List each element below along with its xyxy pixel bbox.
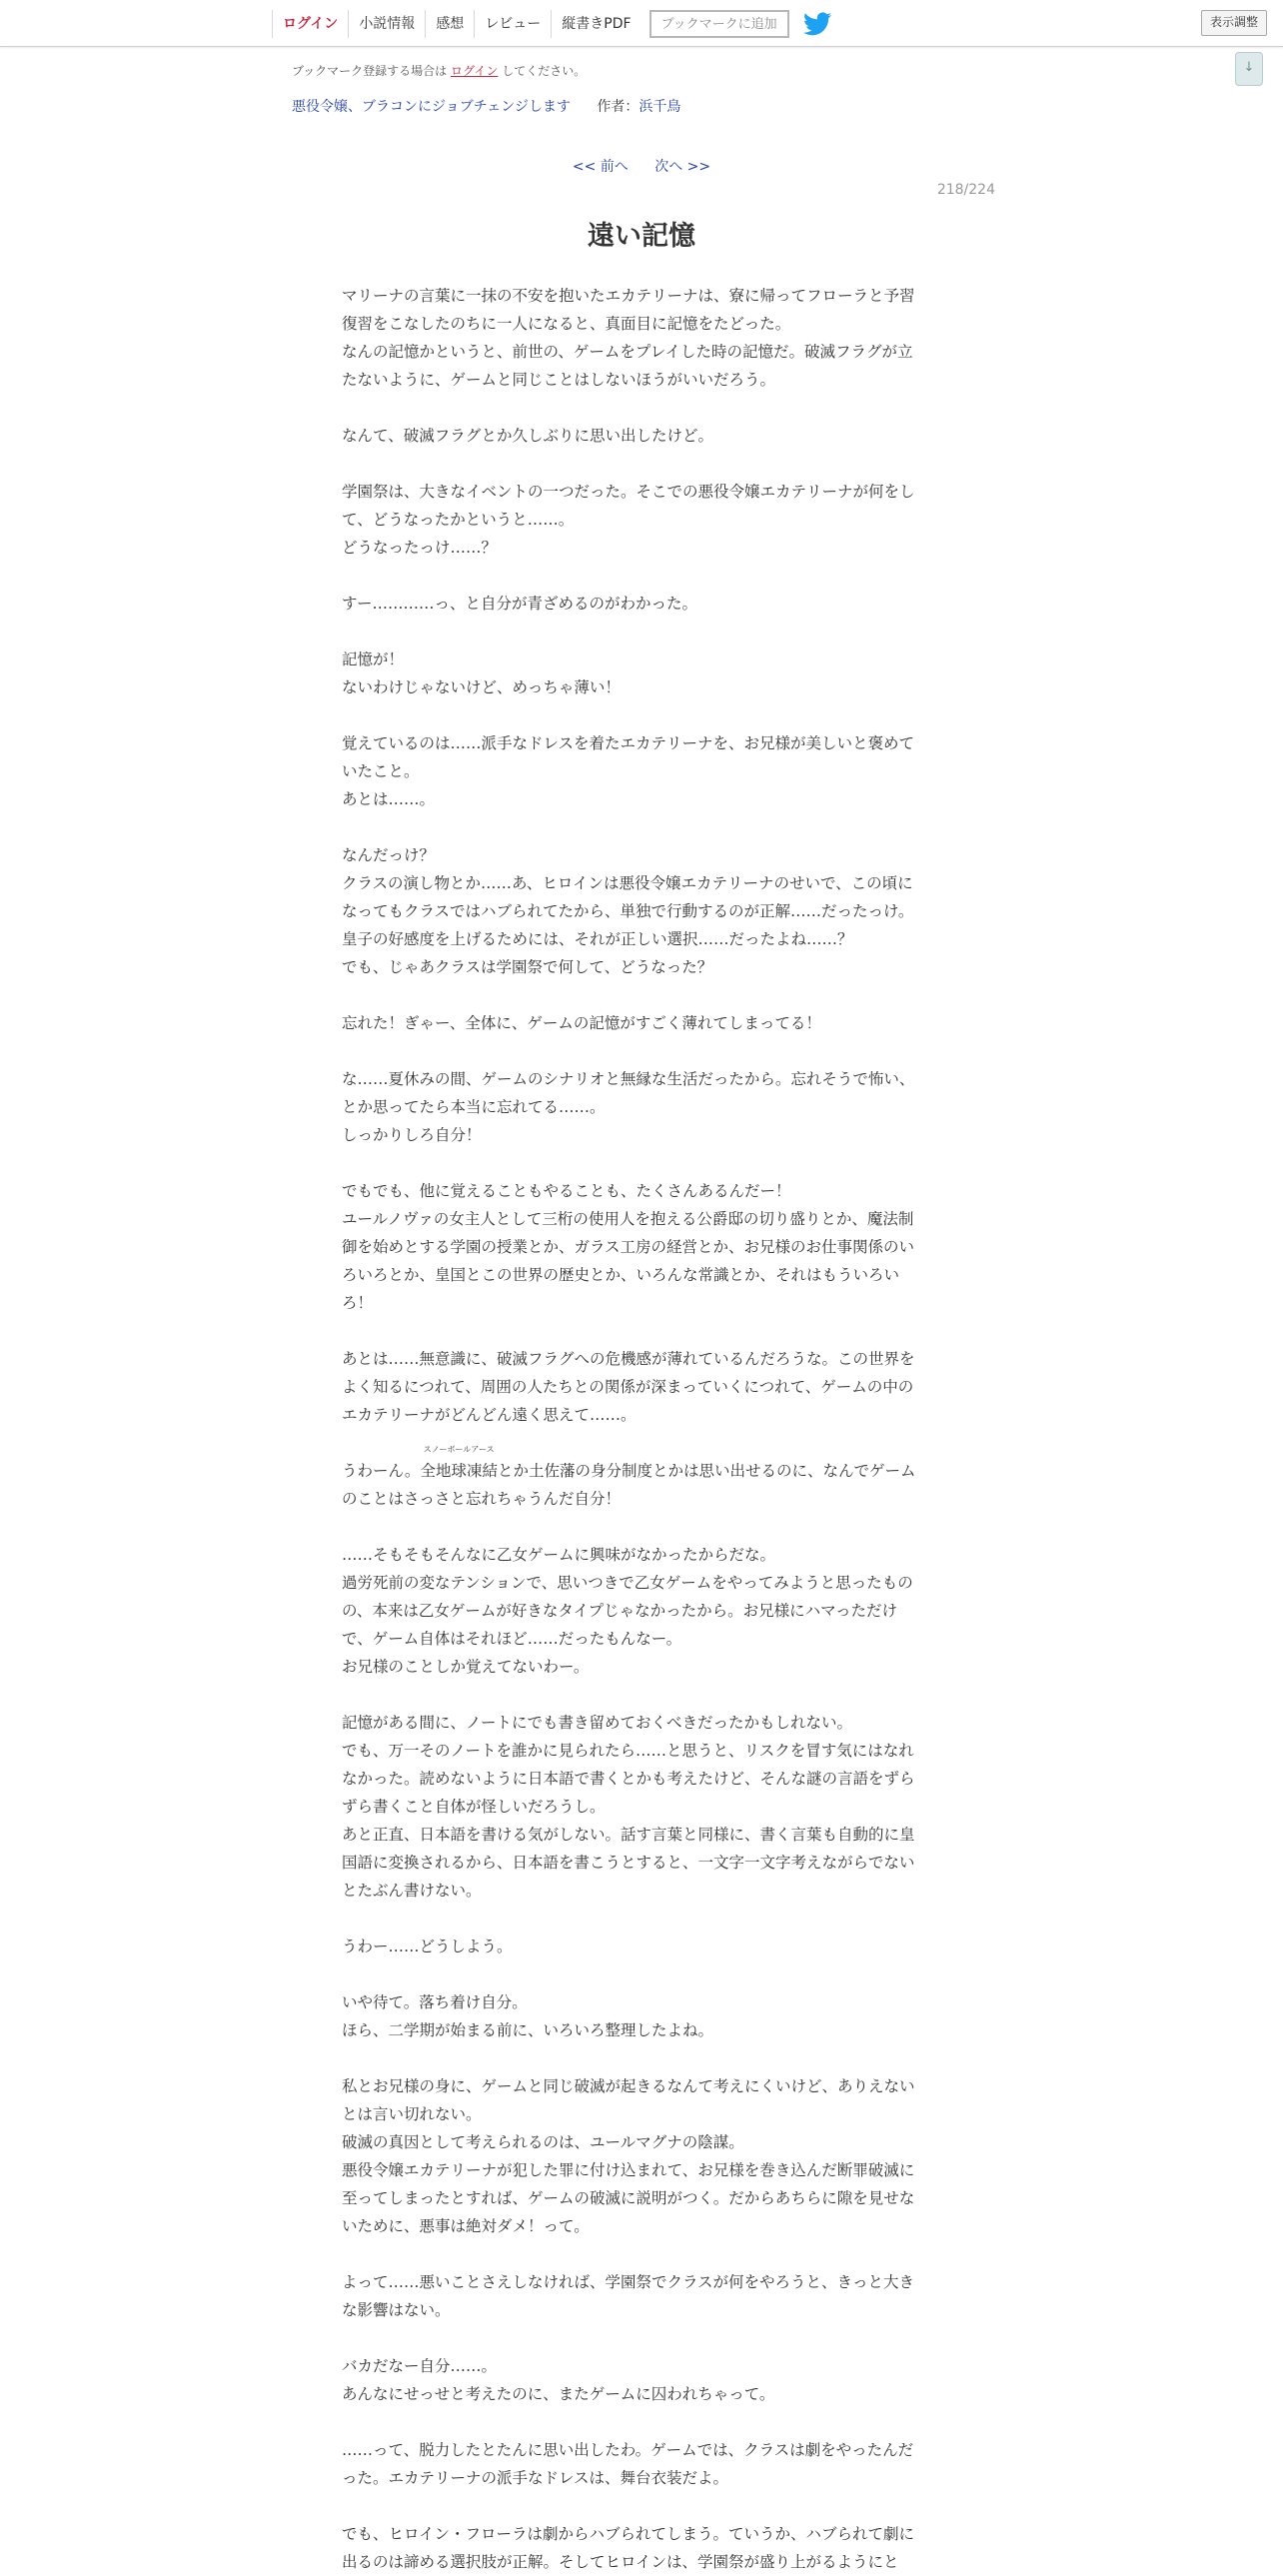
- body-line: 御を始めとする学園の授業とか、ガラス工房の経営とか、お兄様のお仕事関係のい: [342, 1238, 915, 1256]
- display-settings-button[interactable]: 表示調整: [1201, 10, 1267, 36]
- chapter-title: 遠い記憶: [588, 221, 695, 252]
- ruby-word: [420, 1445, 498, 1485]
- notice-login-link[interactable]: ログイン: [451, 64, 499, 78]
- review-link[interactable]: レビュー: [474, 10, 551, 38]
- body-line: 私とお兄様の身に、ゲームと同じ破滅が起きるなんて考えにくいけど、ありえない: [342, 2077, 915, 2095]
- chapter-pager: [0, 156, 1283, 176]
- body-line: なってもクラスではハブられてたから、単独で行動するのが正解……だったっけ。: [342, 902, 914, 920]
- blank-line: [342, 1317, 941, 1345]
- novel-body: [342, 282, 941, 2576]
- body-line: 国語に変換されるから、日本語を書こうとすると、一文字一文字考えながらでない: [342, 1854, 915, 1872]
- twitter-icon[interactable]: [803, 12, 831, 36]
- body-line: な影響はない。: [342, 2301, 451, 2319]
- body-line: ずら書くこと自体が怪しいだろうし。: [342, 1798, 606, 1816]
- ruby-line-after: とか土佐藩の身分制度とかは思い出せるのに、なんでゲーム: [497, 1462, 916, 1480]
- body-line: 悪役令嬢エカテリーナが犯した罪に付け込まれて、お兄様を巻き込んだ断罪破滅に: [342, 2161, 915, 2179]
- body-line: ……って、脱力したとたんに思い出したわ。ゲームでは、クラスは劇をやったんだ: [342, 2441, 914, 2459]
- body-line: ろ！: [342, 1294, 374, 1312]
- blank-line: [342, 618, 941, 645]
- body-line: ないわけじゃないけど、めっちゃ薄い！: [342, 678, 621, 696]
- body-line: たないように、ゲームと同じことはしないほうがいいだろう。: [342, 371, 776, 389]
- body-line: マリーナの言葉に一抹の不安を抱いたエカテリーナは、寮に帰ってフローラと予習: [342, 287, 915, 305]
- body-line: クラスの演し物とか……あ、ヒロインは悪役令嬢エカテリーナのせいで、この頃に: [342, 874, 913, 892]
- novel-info: [292, 96, 680, 116]
- body-line: エカテリーナがどんどん遠く思えて……。: [342, 1406, 637, 1424]
- blank-line: [342, 1513, 941, 1541]
- body-line: でもでも、他に覚えることもやることも、たくさんあるんだー！: [342, 1182, 791, 1200]
- author-link[interactable]: 浜千鳥: [639, 99, 681, 115]
- blank-line: [342, 701, 941, 729]
- body-line: ユールノヴァの女主人として三桁の使用人を抱える公爵邸の切り盛りとか、魔法制: [342, 1210, 914, 1228]
- body-line: 復習をこなしたのちに一人になると、真面目に記憶をたどった。: [342, 315, 791, 333]
- body-line: なんて、破滅フラグとか久しぶりに思い出したけど。: [342, 427, 714, 445]
- scroll-down-button[interactable]: ↓: [1235, 52, 1263, 86]
- blank-line: [342, 2492, 941, 2520]
- body-line: バカだなー自分……。: [342, 2357, 498, 2375]
- body-line: 過労死前の変なテンションで、思いつきで乙女ゲームをやってみようと思ったもの: [342, 1574, 913, 1592]
- notice-text-after: してください。: [502, 64, 587, 78]
- add-bookmark-button[interactable]: ブックマークに追加: [649, 10, 789, 38]
- top-navigation-bar: [0, 0, 1283, 47]
- blank-line: [342, 394, 941, 422]
- body-line: すー…………っ、と自分が青ざめるのがわかった。: [342, 595, 698, 613]
- body-line: 忘れた！ぎゃー、全体に、ゲームの記憶がすごく薄れてしまってる！: [342, 1014, 821, 1032]
- body-line: 記憶が！: [342, 650, 405, 668]
- impressions-link[interactable]: 感想: [425, 10, 474, 38]
- body-line: て、どうなったかというと……。: [342, 511, 575, 529]
- body-line: よく知るにつれて、周囲の人たちとの関係が深まっていくにつれて、ゲームの中の: [342, 1378, 914, 1396]
- body-line: の、本来は乙女ゲームが好きなタイプじゃなかったから。お兄様にハマっただけ: [342, 1602, 897, 1620]
- body-line: お兄様のことしか覚えてないわー。: [342, 1658, 590, 1676]
- body-line: よって……悪いことさえしなければ、学園祭でクラスが何をやろうと、きっと大き: [342, 2273, 915, 2291]
- body-line: のことはさっさと忘れちゃうんだ自分！: [342, 1490, 622, 1508]
- body-line: いや待て。落ち着け自分。: [342, 1993, 528, 2011]
- blank-line: [342, 1960, 941, 1988]
- body-line: なんの記憶かというと、前世の、ゲームをプレイした時の記憶だ。破滅フラグが立: [342, 343, 913, 361]
- blank-line: [342, 2408, 941, 2436]
- body-line: 出るのは諦める選択肢が正解。そしてヒロインは、学園祭が盛り上がるようにと: [342, 2553, 899, 2571]
- body-line: ほら、二学期が始まる前に、いろいろ整理したよね。: [342, 2021, 714, 2039]
- blank-line: [342, 2240, 941, 2268]
- body-line: とは言い切れない。: [342, 2105, 482, 2123]
- body-line: しっかりしろ自分！: [342, 1126, 482, 1144]
- body-line: いために、悪事は絶対ダメ！って。: [342, 2217, 590, 2235]
- blank-line: [342, 1905, 941, 1932]
- body-line: 覚えているのは……派手なドレスを着たエカテリーナを、お兄様が美しいと褒めて: [342, 734, 915, 752]
- body-line: でも、じゃあクラスは学園祭で何して、どうなった？: [342, 958, 713, 976]
- vertical-pdf-link[interactable]: 縦書きPDF: [551, 10, 641, 38]
- blank-line: [342, 562, 941, 590]
- body-line: で、ゲーム自体はそれほど……だったもんなー。: [342, 1630, 682, 1648]
- author-label: 作者：: [597, 99, 640, 115]
- page-count: 218/224: [936, 182, 995, 198]
- blank-line: [342, 1149, 941, 1177]
- ruby-line-before: うわーん。: [342, 1462, 421, 1480]
- blank-line: [342, 813, 941, 841]
- body-line: うわー……どうしよう。: [342, 1937, 513, 1955]
- body-line: 皇子の好感度を上げるためには、それが正しい選択……だったよね……？: [342, 930, 853, 948]
- body-line: なんだっけ？: [342, 846, 436, 864]
- ruby-reading: スノーボールアース: [423, 1445, 495, 1454]
- body-line: とか思ってたら本当に忘れてる……。: [342, 1098, 606, 1116]
- body-line: ろいろとか、皇国とこの世界の歴史とか、いろんな常識とか、それはもういろい: [342, 1266, 900, 1284]
- body-line: あと正直、日本語を書ける気がしない。話す言葉と同様に、書く言葉も自動的に皇: [342, 1826, 915, 1844]
- main-nav: [272, 8, 831, 40]
- blank-line: [342, 1681, 941, 1709]
- novel-info-link[interactable]: 小説情報: [348, 10, 425, 38]
- body-line: 記憶がある間に、ノートにでも書き留めておくべきだったかもしれない。: [342, 1714, 853, 1732]
- body-line: ……そもそもそんなに乙女ゲームに興味がなかったからだな。: [342, 1546, 776, 1564]
- body-line: な……夏休みの間、ゲームのシナリオと無縁な生活だったから。忘れそうで怖い、: [342, 1070, 915, 1088]
- ruby-base: 全地球凍結: [420, 1462, 498, 1480]
- body-line: 学園祭は、大きなイベントの一つだった。そこでの悪役令嬢エカテリーナが何をし: [342, 483, 915, 501]
- body-line: でも、万一そのノートを誰かに見られたら……と思うと、リスクを冒す気にはなれ: [342, 1742, 914, 1760]
- body-line: でも、ヒロイン・フローラは劇からハブられてしまう。ていうか、ハブられて劇に: [342, 2525, 915, 2543]
- blank-line: [342, 450, 941, 478]
- body-line: とたぶん書けない。: [342, 1882, 482, 1900]
- prev-chapter-link[interactable]: << 前へ: [572, 159, 629, 175]
- body-line: あとは……無意識に、破滅フラグへの危機感が薄れているんだろうな。この世界を: [342, 1350, 915, 1368]
- notice-text-before: ブックマーク登録する場合は: [292, 64, 448, 78]
- series-title-link[interactable]: 悪役令嬢、ブラコンにジョブチェンジします: [292, 99, 571, 115]
- body-line: いたこと。: [342, 762, 420, 780]
- login-link[interactable]: ログイン: [272, 10, 348, 38]
- body-line: あんなにせっせと考えたのに、またゲームに囚われちゃって。: [342, 2385, 775, 2403]
- body-line: あとは……。: [342, 790, 436, 808]
- body-line: 至ってしまったとすれば、ゲームの破滅に説明がつく。だからあちらに隙を見せな: [342, 2189, 915, 2207]
- blank-line: [342, 2044, 941, 2072]
- body-line: 破滅の真因として考えられるのは、ユールマグナの陰謀。: [342, 2133, 744, 2151]
- body-line: った。エカテリーナの派手なドレスは、舞台衣装だよ。: [342, 2469, 729, 2487]
- next-chapter-link[interactable]: 次へ >>: [654, 159, 711, 175]
- blank-line: [342, 1037, 941, 1065]
- body-line: どうなったっけ……？: [342, 539, 498, 557]
- blank-line: [342, 2324, 941, 2352]
- blank-line: [342, 981, 941, 1009]
- bookmark-login-notice: [292, 62, 586, 79]
- body-line-with-ruby: [342, 1445, 941, 1485]
- body-line: なかった。読めないように日本語で書くとかも考えたけど、そんな謎の言語をずら: [342, 1770, 915, 1788]
